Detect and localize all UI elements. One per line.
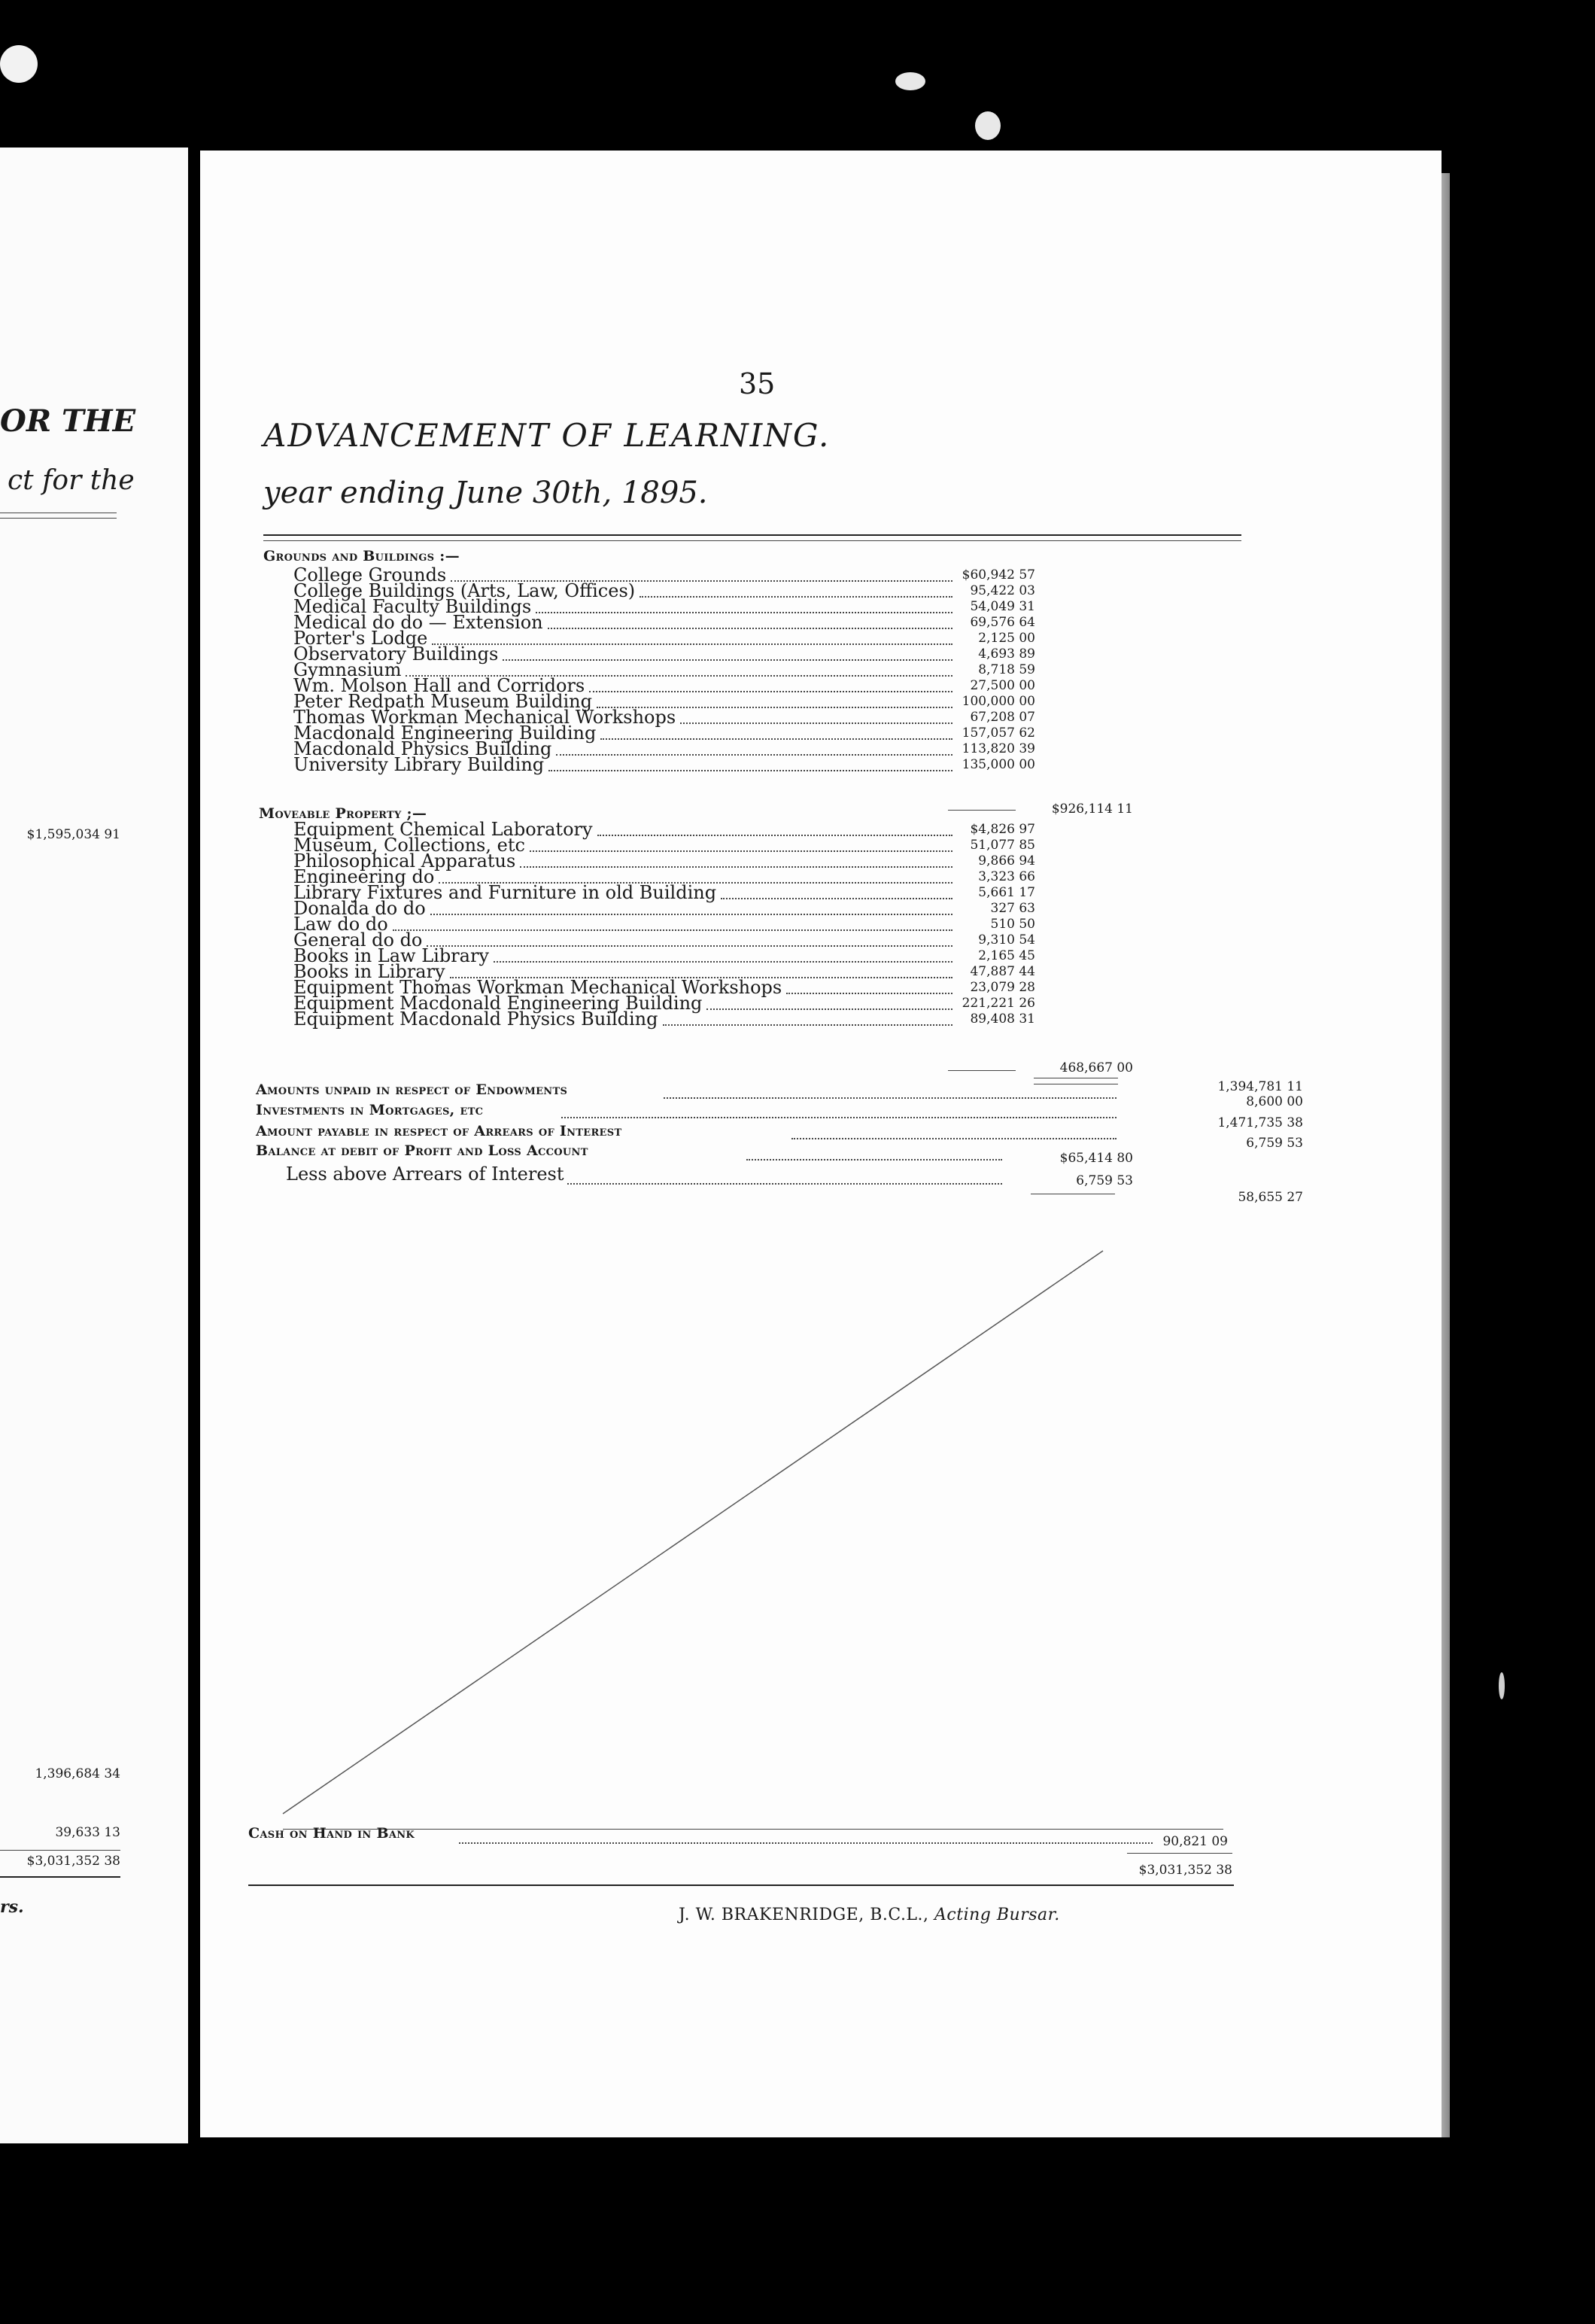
ledger-row-amount: 8,718 59 [978,662,1035,677]
page-number: 35 [739,367,776,400]
ledger-row-label: Macdonald Engineering Building [293,722,597,744]
ledger-row-amount: 510 50 [990,917,1035,932]
property-total: 1,394,781 11 [1217,1079,1303,1094]
page-title: ADVANCEMENT OF LEARNING. [263,417,831,454]
left-amount-1: $1,595,034 91 [26,827,120,842]
grounds-subtotal: $926,114 11 [1051,802,1133,817]
ledger-row-label: Equipment Macdonald Engineering Building [293,993,703,1014]
ledger-row-amount: 47,887 44 [970,964,1035,979]
previous-page [0,148,188,2143]
endowments-label: Amounts unpaid in respect of Endowments [256,1081,568,1098]
ledger-row-label: Library Fixtures and Furniture in old Building [293,882,717,903]
balance-amount: $65,414 80 [1059,1151,1133,1166]
cash-label: Cash on Hand in Bank [248,1825,415,1842]
ledger-row-label: General do do [293,929,423,951]
ledger-row-amount: 2,125 00 [978,631,1035,646]
arrears-amount: 6,759 53 [1246,1136,1303,1151]
dot-leader [548,628,952,629]
ledger-row-amount: 2,165 45 [978,948,1035,963]
dot-leader [589,691,952,692]
grounds-heading: Grounds and Buildings :— [263,548,460,564]
dot-leader [427,945,952,947]
ledger-row-amount: 5,661 17 [978,885,1035,900]
ledger-row-label: Law do do [293,914,388,935]
ledger-row-label: College Buildings (Arts, Law, Offices) [293,580,636,601]
dot-leader [663,1024,952,1026]
dot-leader [680,722,952,724]
ledger-row-amount: $60,942 57 [962,567,1035,583]
ledger-row-amount: 69,576 64 [970,615,1035,630]
left-total: $3,031,352 38 [26,1854,120,1869]
ledger-row-amount: 327 63 [990,901,1035,916]
ledger-row-amount: 221,221 26 [962,996,1035,1011]
dust-speck [1499,1672,1505,1699]
dot-leader [640,596,952,598]
ledger-row-amount: 54,049 31 [970,599,1035,614]
ledger-row-amount: 157,057 62 [962,725,1035,741]
ledger-row-amount: 23,079 28 [970,980,1035,995]
ledger-row-amount: 51,077 85 [970,838,1035,853]
ledger-row-amount: $4,826 97 [970,822,1035,837]
dot-leader [393,929,952,931]
dot-leader [432,643,952,645]
arrears-label: Amount payable in respect of Arrears of Interest [256,1123,622,1139]
ledger-row-amount: 113,820 39 [962,741,1035,756]
ledger-row-label: College Grounds [293,564,447,586]
ledger-row-label: Observatory Buildings [293,643,499,665]
moveable-subtotal: 468,667 00 [1059,1060,1133,1075]
ledger-row-label: Peter Redpath Museum Building [293,691,592,712]
ledger-row-label: Wm. Molson Hall and Corridors [293,675,585,696]
dot-leader [597,835,952,836]
dot-leader [706,1008,952,1010]
endowments-amount: 8,600 00 [1246,1094,1303,1109]
dot-leader [721,898,952,899]
dot-leader [786,993,952,994]
ledger-row-label: Equipment Chemical Laboratory [293,819,593,840]
ledger-row-amount: 9,310 54 [978,932,1035,948]
ledger-row-label: Porter's Lodge [293,628,428,649]
investments-label: Investments in Mortgages, etc [256,1102,484,1118]
ledger-row-label: University Library Building [293,754,545,775]
cash-amount: 90,821 09 [1162,1834,1228,1849]
ledger-row-label: Gymnasium [293,659,402,680]
dot-leader [530,850,952,852]
ledger-row-label: Medical do do — Extension [293,612,543,633]
dot-leader [494,961,952,963]
signature-title: Acting Bursar. [934,1906,1060,1924]
ledger-row-amount: 67,208 07 [970,710,1035,725]
left-subheading-fragment: ct for the [8,465,135,496]
dust-speck [895,72,925,90]
ledger-row-label: Books in Library [293,961,445,982]
ledger-row-amount: 27,500 00 [970,678,1035,693]
grand-total: $3,031,352 38 [1138,1863,1232,1878]
dot-leader [600,738,952,740]
ledger-row-amount: 4,693 89 [978,646,1035,662]
ledger-row-label: Engineering do [293,866,435,887]
investments-amount: 1,471,735 38 [1217,1115,1303,1130]
balance-label: Balance at debit of Profit and Loss Account [256,1142,588,1159]
dust-speck [975,111,1001,140]
dot-leader [548,770,952,771]
ledger-row-label: Books in Law Library [293,945,489,966]
left-amount-3: 39,633 13 [55,1825,120,1840]
left-amount-2: 1,396,684 34 [35,1766,120,1781]
ledger-row-amount: 89,408 31 [970,1011,1035,1027]
ledger-row-label: Macdonald Physics Building [293,738,552,759]
ledger-row-amount: 3,323 66 [978,869,1035,884]
dot-leader [503,659,952,661]
page-subtitle: year ending June 30th, 1895. [263,476,708,510]
ledger-row-label: Medical Faculty Buildings [293,596,532,617]
ledger-row-label: Donalda do do [293,898,426,919]
ledger-row-label: Equipment Thomas Workman Mechanical Workshops [293,977,782,998]
signature-name: J. W. BRAKENRIDGE, B.C.L., [679,1906,929,1924]
ledger-row-amount: 9,866 94 [978,853,1035,868]
signature [679,1906,1060,1924]
dot-leader [430,914,952,915]
ledger-row-label: Equipment Macdonald Physics Building [293,1008,658,1030]
ledger-row-amount: 95,422 03 [970,583,1035,598]
dust-speck [0,45,38,83]
less-amount: 6,759 53 [1076,1173,1133,1188]
left-footer-fragment: rs. [0,1897,24,1917]
dot-leader [520,866,952,868]
moveable-heading: Moveable Property ;— [259,805,427,822]
ledger-row-label: Museum, Collections, etc [293,835,525,856]
dot-leader [556,754,952,756]
dot-leader [536,612,952,613]
ledger-row-amount: 100,000 00 [962,694,1035,709]
ledger-page [200,151,1442,2137]
ledger-row-label: Philosophical Apparatus [293,850,516,872]
left-heading-fragment: OR THE [0,403,136,439]
less-net: 58,655 27 [1238,1190,1303,1205]
ledger-row-amount: 135,000 00 [962,757,1035,772]
ledger-row-label: Thomas Workman Mechanical Workshops [293,707,676,728]
less-label: Less above Arrears of Interest [286,1164,564,1185]
